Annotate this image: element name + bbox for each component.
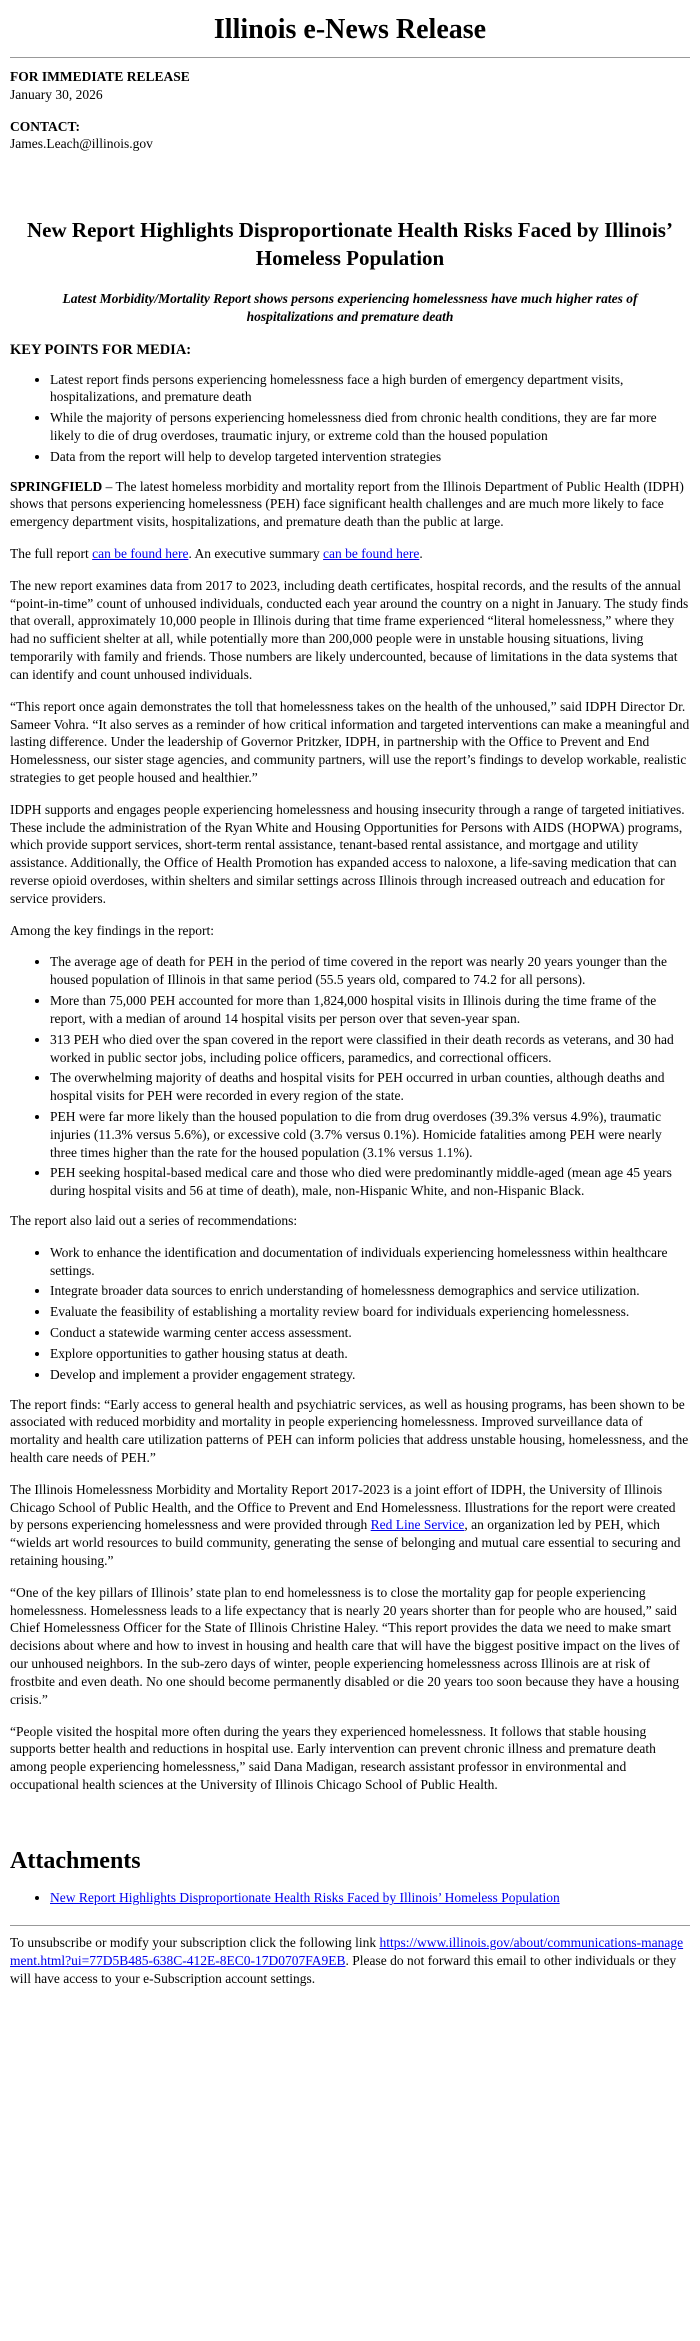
findings-intro: Among the key findings in the report: bbox=[10, 922, 214, 938]
report-links-text: The full report bbox=[10, 546, 93, 562]
finding-item: • 313 PEH who died over the span covered in the report were classified in their death records as veterans, and 30 had worked in public sector jobs, including police officers, paramedics, and correctional officers. bbox=[50, 1031, 690, 1067]
header-divider bbox=[10, 57, 690, 58]
red-line-service-link[interactable]: Red Line Service bbox=[370, 1517, 465, 1533]
full-report-link[interactable]: can be found here bbox=[92, 546, 189, 562]
finding-item: • The overwhelming majority of deaths and hospital visits for PEH occurred in urban counties, although deaths and hospital visits for PEH were recorded in every region of the state. bbox=[50, 1069, 690, 1105]
subhead: Latest Morbidity/Mortality Report shows persons experiencing homelessness have much higher rates of hospitalizations and premature death bbox=[62, 290, 638, 324]
report-finds-paragraph: The report finds: “Early access to general health and psychiatric services, as well as housing programs, has been shown to be associated with reduced morbidity and mortality in people experiencing homelessness. Improved surveillance data of mortality and health care utilization patterns of PEH can inform policies that address unstable housing, homelessness, and the health care needs of PEH.” bbox=[10, 1396, 689, 1465]
recommendation-item: • Work to enhance the identification and documentation of individuals experiencing homelessness within healthcare settings. bbox=[50, 1244, 690, 1280]
attachments-title: Attachments bbox=[10, 1847, 141, 1874]
findings-list bbox=[10, 953, 690, 1200]
attachment-link[interactable]: New Report Highlights Disproportionate Health Risks Faced by Illinois’ Homeless Population bbox=[50, 1890, 560, 1906]
key-points-list bbox=[10, 371, 690, 466]
recommendation-item: • Integrate broader data sources to enrich understanding of homelessness demographics and service utilization. bbox=[50, 1282, 690, 1300]
key-point-item: • While the majority of persons experiencing homelessness died from chronic health conditions, they are far more likely to die of drug overdoses, traumatic injury, or extreme cold than the housed population bbox=[50, 409, 690, 445]
attachment-item bbox=[50, 1889, 690, 1907]
finding-item: • More than 75,000 PEH accounted for more than 1,824,000 hospital visits in Illinois during the time frame of the report, with a median of around 14 hospital visits per person over that seven-year span. bbox=[50, 992, 690, 1028]
unsubscribe-text: . Please do not forward this email to other individuals or they will have access to your e-Subscription account settings. bbox=[10, 1953, 677, 1986]
release-label: FOR IMMEDIATE RELEASE bbox=[10, 68, 190, 84]
supports-paragraph: IDPH supports and engages people experiencing homelessness and housing insecurity through a range of targeted initiatives. These include the administration of the Ryan White and Housing Opportunities for Persons with AIDS (HOPWA) programs, which provide support services, short-term rental assistance, tenant-based rental assistance, and mortgage and utility assistance. Additionally, the Office of Health Promotion has expanded access to naloxone, a life-saving medication that can reverse opioid overdoses, within shelters and similar settings across Illinois through increased outreach and education for service providers. bbox=[10, 801, 685, 906]
recommendation-item: • Evaluate the feasibility of establishing a mortality review board for individuals experiencing homelessness. bbox=[50, 1303, 690, 1321]
intro-paragraph bbox=[10, 478, 690, 531]
unsubscribe-text: To unsubscribe or modify your subscription click the following link bbox=[10, 1935, 380, 1951]
key-points-title: KEY POINTS FOR MEDIA: bbox=[10, 342, 192, 359]
finding-item: • The average age of death for PEH in the period of time covered in the report was nearly 20 years younger than the housed population of Illinois in that same period (55.5 years old, compared to 74.2 for all persons). bbox=[50, 953, 690, 989]
headline: New Report Highlights Disproportionate Health Risks Faced by Illinois’ Homeless Population bbox=[27, 218, 673, 270]
intro-text: – The latest homeless morbidity and mortality report from the Illinois Department of Public Health (IDPH) shows that persons experiencing homelessness (PEH) face significant health challenges and are much more likely to face emergency department visits, hospitalizations, and premature death than the public at large. bbox=[10, 478, 684, 530]
recommendations-list bbox=[10, 1244, 690, 1384]
release-date: January 30, 2026 bbox=[10, 86, 103, 102]
joint-effort-text: , an organization led by PEH, which “wields art world resources to build community, generating the sense of belonging and mutual care essential to securing and retaining housing.” bbox=[10, 1517, 681, 1569]
attachments-list bbox=[10, 1889, 690, 1907]
report-links-text: . bbox=[419, 546, 423, 562]
recommendation-item: • Explore opportunities to gather housing status at death. bbox=[50, 1345, 690, 1363]
key-point-item: • Data from the report will help to develop targeted intervention strategies bbox=[50, 448, 690, 466]
executive-summary-link[interactable]: can be found here bbox=[323, 546, 420, 562]
recommendation-item: • Develop and implement a provider engagement strategy. bbox=[50, 1366, 690, 1384]
contact-email: James.Leach@illinois.gov bbox=[10, 136, 153, 152]
finding-item: • PEH were far more likely than the housed population to die from drug overdoses (39.3% versus 4.9%), traumatic injuries (11.3% versus 5.6%), or excessive cold (3.7% versus 0.1%). Homicide fatalities among PEH were nearly three times higher than the rate for the housed population (3.1% versus 1.1%). bbox=[50, 1108, 690, 1161]
madigan-quote-paragraph: “People visited the hospital more often during the years they experienced homelessness. It follows that stable housing supports better health and reductions in hospital use. Early intervention can prevent chronic illness and premature death among people experiencing homelessness,” said Dana Madigan, research assistant professor in environmental and occupational health sciences at the University of Illinois Chicago School of Public Health. bbox=[10, 1723, 656, 1792]
report-links-paragraph bbox=[10, 545, 690, 563]
vohra-quote-paragraph: “This report once again demonstrates the toll that homelessness takes on the health of the unhoused,” said IDPH Director Dr. Sameer Vohra. “It also serves as a reminder of how critical information and targeted interventions can make a meaningful and lasting difference. Under the leadership of Governor Pritzker, IDPH, in partnership with the Office to Prevent and End Homelessness, our sister stage agencies, and community partners, will use the report’s findings to develop workable, realistic strategies to get people housed and healthier.” bbox=[10, 698, 690, 785]
key-point-item: • Latest report finds persons experiencing homelessness face a high burden of emergency department visits, hospitalizations, and premature death bbox=[50, 371, 690, 407]
contact-label: CONTACT: bbox=[10, 118, 80, 134]
examines-paragraph: The new report examines data from 2017 to 2023, including death certificates, hospital records, and the results of the annual “point-in-time” count of unhoused individuals, conducted each year around the country on a night in January. The study finds that overall, approximately 10,000 people in Illinois during that time frame experienced “literal homelessness,” where they had no sufficient shelter at all, while potentially more than 200,000 people were in unstable housing situations, living temporarily with family and friends. Those numbers are likely undercounted, because of limitations in the data systems that can identify and count unhoused individuals. bbox=[10, 577, 689, 682]
finding-item: • PEH seeking hospital-based medical care and those who died were predominantly middle-aged (mean age 45 years during hospital visits and 56 at time of death), male, non-Hispanic White, and non-Hispanic Black. bbox=[50, 1164, 690, 1200]
joint-effort-paragraph bbox=[10, 1481, 690, 1570]
subscription-management-link[interactable]: https://www.illinois.gov/about/communications-management.html?ui=77D5B485-638C-412E-8EC0-17D0707FA9EB bbox=[10, 1935, 684, 1969]
recommendation-item: • Conduct a statewide warming center access assessment. bbox=[50, 1324, 690, 1342]
recommendations-intro: The report also laid out a series of recommendations: bbox=[10, 1213, 298, 1229]
release-meta bbox=[10, 68, 690, 153]
dateline: SPRINGFIELD bbox=[10, 478, 103, 494]
unsubscribe-paragraph bbox=[10, 1934, 690, 1987]
footer bbox=[10, 1925, 690, 1987]
site-title: Illinois e-News Release bbox=[213, 14, 487, 45]
footer-divider bbox=[10, 1925, 690, 1926]
haley-quote-paragraph: “One of the key pillars of Illinois’ state plan to end homelessness is to close the mortality gap for people experiencing homelessness. Homelessness leads to a life expectancy that is nearly 20 years shorter than for people who are housed,” said Chief Homelessness Officer for the State of Illinois Christine Haley. “This report provides the data we need to make smart decisions about where and how to invest in housing and health care that will have the biggest positive impact on the lives of our unhoused neighbors. In the sub-zero days of winter, people experiencing homelessness across Illinois are at risk of frostbite and even death. No one should become permanently disabled or die 20 years too soon because they have a housing crisis.” bbox=[10, 1584, 680, 1707]
report-links-text: . An executive summary bbox=[188, 546, 324, 562]
joint-effort-text: The Illinois Homelessness Morbidity and Mortality Report 2017-2023 is a joint effort of IDPH, the University of Illinois Chicago School of Public Health, and the Office to Prevent and End Homelessness. Illustrations for the report were created by persons experiencing homelessness and were provided through bbox=[10, 1481, 676, 1533]
